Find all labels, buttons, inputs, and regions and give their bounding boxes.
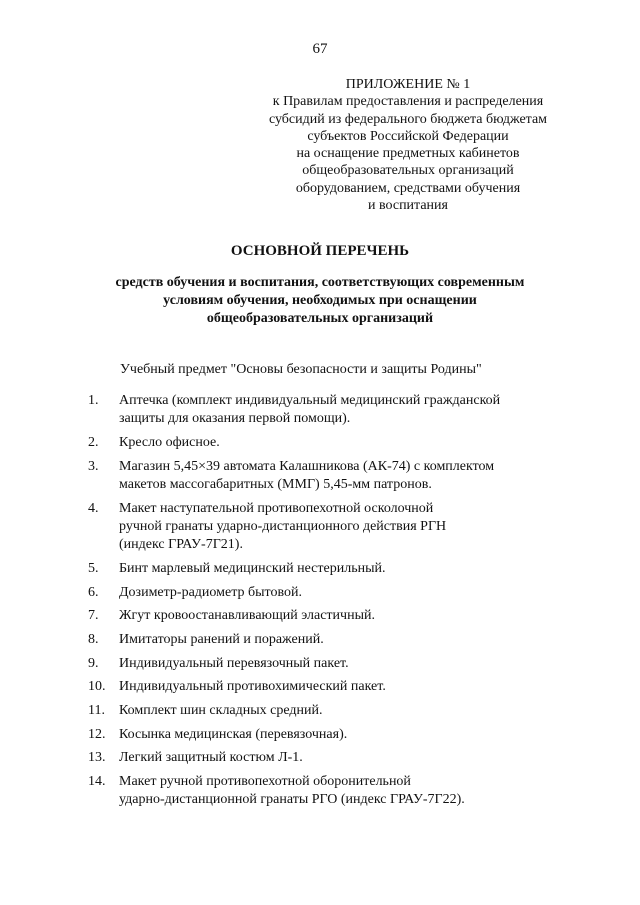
- item-text: Бинт марлевый медицинский нестерильный.: [119, 560, 386, 576]
- item-text: Кресло офисное.: [119, 434, 220, 450]
- appendix-header: [238, 76, 578, 214]
- item-text: Имитаторы ранений и поражений.: [119, 632, 324, 647]
- appendix-line: ПРИЛОЖЕНИЕ № 1: [345, 77, 471, 92]
- item-number: 13.: [88, 750, 106, 766]
- item-number: 14.: [88, 774, 106, 790]
- appendix-line: субсидий из федерального бюджета бюджетам: [268, 111, 548, 127]
- list-item: [88, 458, 608, 495]
- item-number: 9.: [88, 655, 99, 671]
- appendix-line: и воспитания: [368, 198, 448, 214]
- items-list: [88, 392, 608, 815]
- item-number: 3.: [88, 458, 99, 474]
- item-text: Макет наступательной противопехотной осколочной ручной гранаты ударно-дистанционного действия РГН (индекс ГРАУ-7Г21).: [119, 500, 447, 553]
- appendix-line: на оснащение предметных кабинетов: [296, 146, 520, 162]
- list-item: [88, 560, 608, 578]
- list-item: [88, 773, 608, 810]
- appendix-line: общеобразовательных организаций: [302, 163, 514, 179]
- subtitle-line: условиям обучения, необходимых при оснащении: [163, 293, 477, 308]
- item-text: Комплект шин складных средний.: [119, 703, 323, 719]
- item-number: 4.: [88, 500, 99, 516]
- subject-heading: Учебный предмет "Основы безопасности и защиты Родины": [120, 362, 482, 377]
- document-title: ОСНОВНОЙ ПЕРЕЧЕНЬ: [230, 243, 410, 259]
- subtitle-line: общеобразовательных организаций: [206, 311, 434, 326]
- list-item: [88, 500, 608, 555]
- item-text: Дозиметр-радиометр бытовой.: [119, 584, 302, 600]
- item-text: Косынка медицинская (перевязочная).: [119, 726, 348, 742]
- item-number: 11.: [88, 703, 105, 719]
- list-item: [88, 607, 608, 625]
- item-text: Аптечка (комплект индивидуальный медицинский гражданской защиты для оказания первой помощи).: [119, 393, 501, 427]
- list-item: [88, 392, 608, 429]
- item-text: Индивидуальный перевязочный пакет.: [119, 655, 349, 671]
- list-item: [88, 749, 608, 767]
- document-subtitle: [70, 274, 570, 328]
- item-text: Индивидуальный противохимический пакет.: [119, 679, 386, 695]
- item-number: 5.: [88, 560, 99, 576]
- appendix-line: к Правилам предоставления и распределения: [272, 94, 544, 110]
- list-item: [88, 584, 608, 602]
- item-number: 1.: [88, 393, 99, 408]
- item-number: 6.: [88, 584, 99, 600]
- list-item: [88, 631, 608, 649]
- list-item: [88, 678, 608, 696]
- item-number: 12.: [88, 726, 106, 742]
- subtitle-line: средств обучения и воспитания, соответствующих современным: [115, 275, 525, 290]
- page-number: 67: [312, 41, 328, 57]
- item-text: Макет ручной противопехотной оборонительной ударно-дистанционной гранаты РГО (индекс ГРАУ-7Г22).: [119, 774, 465, 808]
- item-number: 7.: [88, 608, 99, 624]
- list-item: [88, 702, 608, 720]
- list-item: [88, 434, 608, 452]
- item-text: Жгут кровоостанавливающий эластичный.: [119, 608, 375, 624]
- item-text: Легкий защитный костюм Л-1.: [119, 750, 303, 766]
- appendix-line: субъектов Российской Федерации: [307, 128, 509, 144]
- list-item: [88, 655, 608, 673]
- item-number: 2.: [88, 434, 99, 450]
- item-text: Магазин 5,45×39 автомата Калашникова (АК-74) с комплектом макетов массогабаритных (ММГ) 5,45-мм патронов.: [119, 458, 495, 492]
- list-item: [88, 726, 608, 744]
- item-number: 10.: [88, 679, 106, 695]
- appendix-line: оборудованием, средствами обучения: [295, 180, 521, 196]
- item-number: 8.: [88, 632, 99, 647]
